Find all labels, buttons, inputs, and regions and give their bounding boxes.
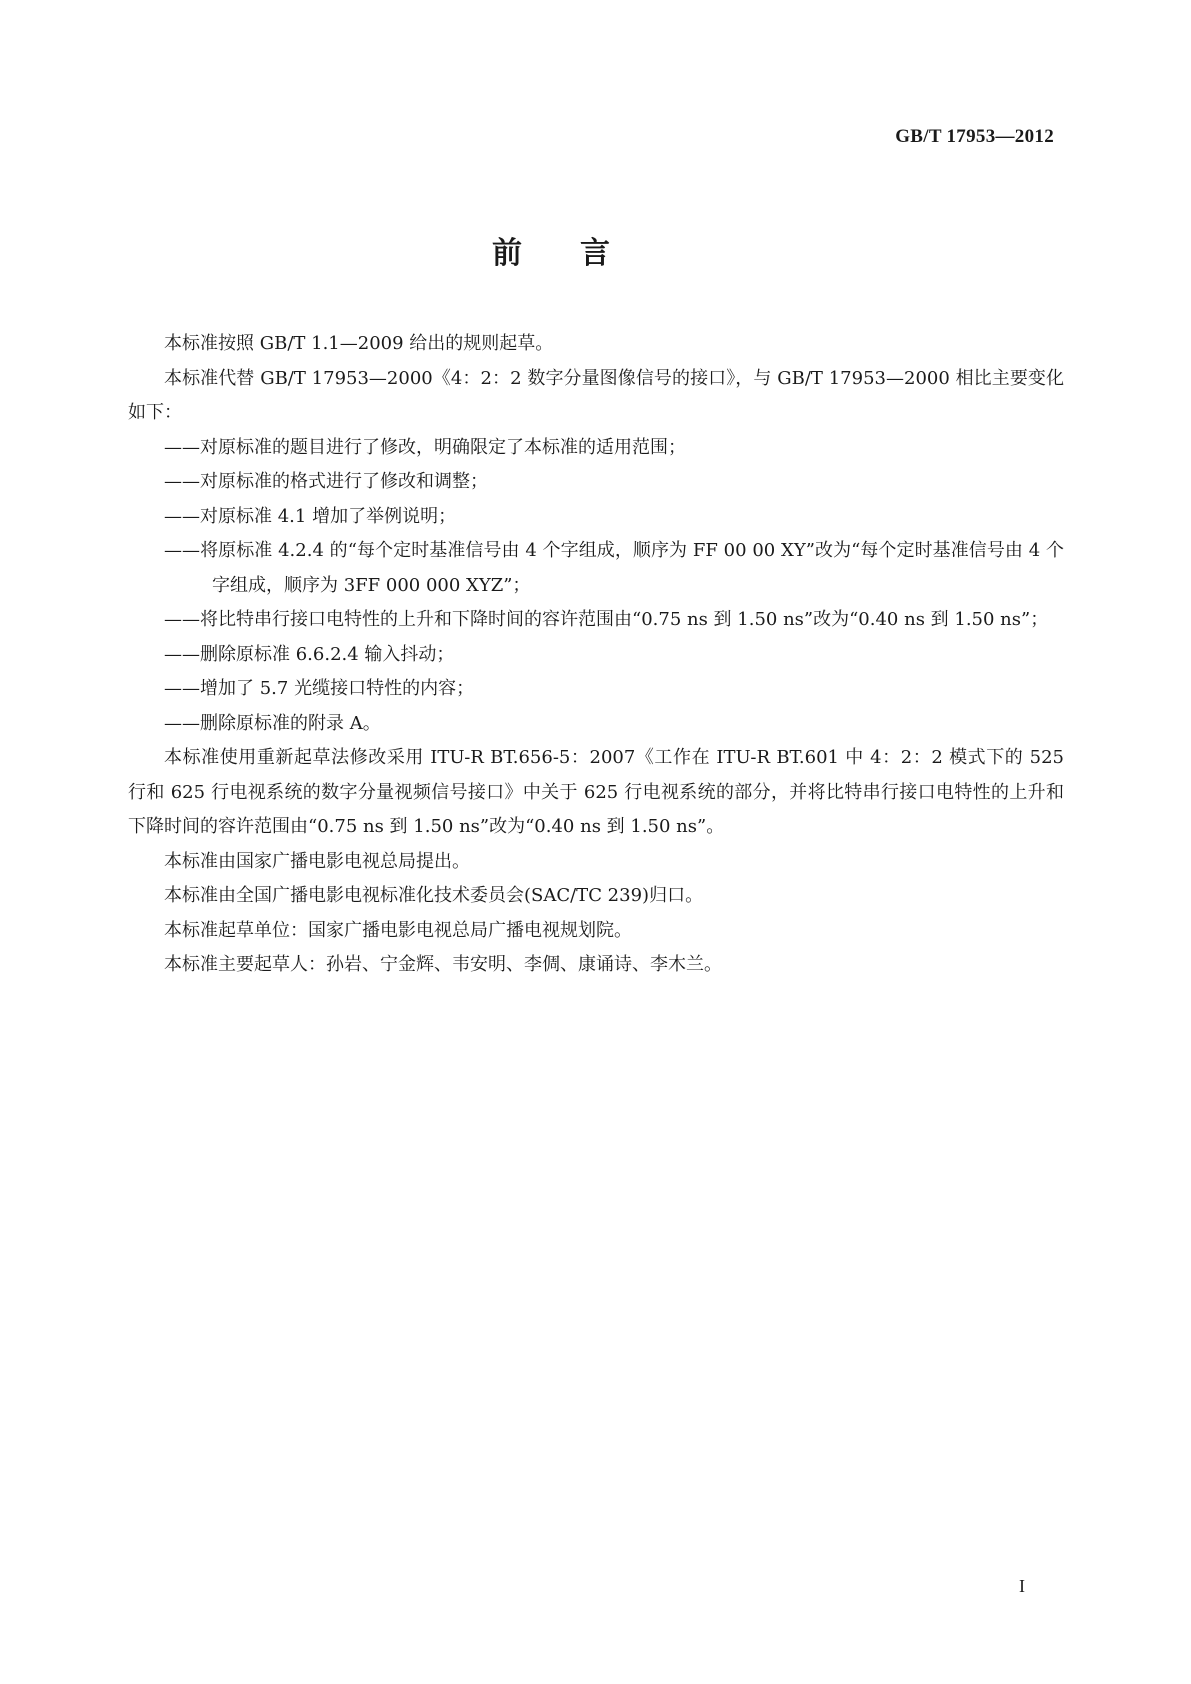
paragraph-committee: 本标准由全国广播电影电视标准化技术委员会(SAC/TC 239)归口。 (164, 885, 704, 906)
page-number: I (1019, 1576, 1025, 1596)
change-item: ——对原标准 4.1 增加了举例说明； (164, 505, 457, 527)
paragraph-replaces: 本标准代替 GB/T 17953—2000《4：2：2 数字分量图像信号的接口》，与 GB/T 17953—2000 相比主要变化如下： (128, 367, 1064, 423)
paragraph-drafting-rules: 本标准按照 GB/T 1.1—2009 给出的规则起草。 (164, 333, 554, 354)
paragraph-adoption: 本标准使用重新起草法修改采用 ITU-R BT.656-5：2007《工作在 ITU-R BT.601 中 4：2：2 模式下的 525 行和 625 行电视系统的数字分量视频信号接口》中关于 625 行电视系统的部分，并将比特串行接口电特性的上升和下降时间的容许范围由“0.75 ns 到 1.50 ns”改为“0.40 ns 到 1.50 ns”。 (128, 747, 1064, 837)
change-item: ——增加了 5.7 光缆接口特性的内容； (164, 678, 475, 699)
foreword-body (128, 327, 1064, 983)
change-item: ——对原标准的题目进行了修改，明确限定了本标准的适用范围； (164, 436, 686, 458)
paragraph-drafters: 本标准主要起草人：孙岩、宁金辉、韦安明、李倜、康诵诗、李木兰。 (164, 954, 722, 975)
change-item: ——将原标准 4.2.4 的“每个定时基准信号由 4 个字组成，顺序为 FF 00 00 XY”改为“每个定时基准信号由 4 个字组成，顺序为 3FF 000 000 XYZ”； (164, 540, 1064, 596)
change-item: ——对原标准的格式进行了修改和调整； (164, 471, 488, 492)
change-item: ——删除原标准的附录 A。 (164, 712, 381, 734)
paragraph-proposer: 本标准由国家广播电影电视总局提出。 (164, 850, 470, 872)
change-item: ——将比特串行接口电特性的上升和下降时间的容许范围由“0.75 ns 到 1.50 ns”改为“0.40 ns 到 1.50 ns”； (164, 609, 1049, 630)
change-item: ——删除原标准 6.6.2.4 输入抖动； (164, 643, 455, 665)
paragraph-drafting-unit: 本标准起草单位：国家广播电影电视总局广播电视规划院。 (164, 919, 632, 941)
standard-code: GB/T 17953—2012 (895, 126, 1054, 147)
page-title: 前言 (492, 236, 668, 271)
